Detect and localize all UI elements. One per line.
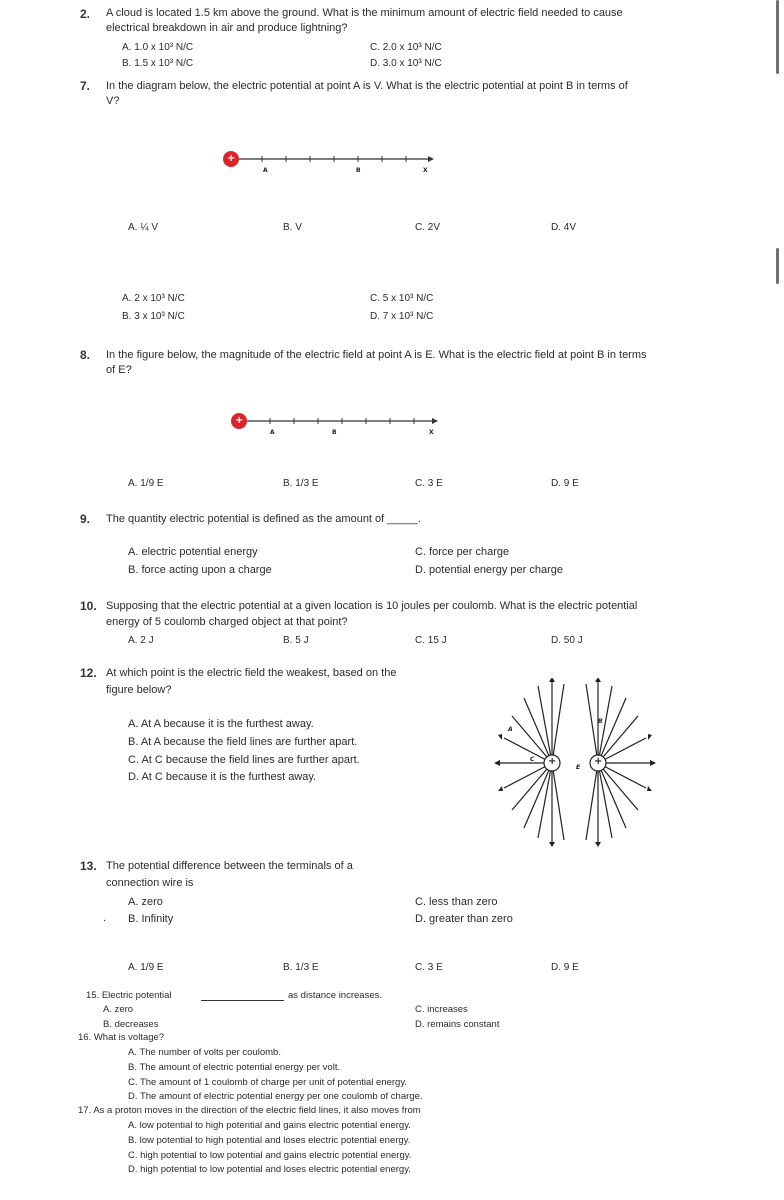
extra-row-option-a: A. 1/9 E [128, 962, 164, 973]
q16-text: 16. What is voltage? [78, 1032, 165, 1043]
q7-text-line1: In the diagram below, the electric potential at point A is V. What is the electric potential at point B in terms of [106, 80, 628, 92]
scrollbar-thumb[interactable] [776, 0, 779, 74]
q9-option-b: B. force acting upon a charge [128, 564, 272, 576]
q12-field-figure [490, 678, 660, 848]
q12-option-b: B. At A because the field lines are further apart. [128, 736, 358, 748]
q10-option-d: D. 50 J [551, 635, 583, 646]
extra-option-c: C. 5 x 10³ N/C [370, 293, 434, 304]
extra-row-option-d: D. 9 E [551, 962, 579, 973]
q10-number: 10. [80, 599, 97, 613]
q16-option-a: A. The number of volts per coulomb. [128, 1047, 281, 1058]
q8-point-b: B [332, 429, 337, 436]
extra-option-d: D. 7 x 10³ N/C [370, 311, 434, 322]
q8-point-a: A [270, 429, 275, 436]
q13-text-line1: The potential difference between the terminals of a [106, 860, 353, 872]
q12-point-e: E [576, 764, 581, 771]
q10-option-b: B. 5 J [283, 635, 309, 646]
q2-number: 2. [80, 7, 91, 21]
extra-row-option-b: B. 1/3 E [283, 962, 319, 973]
q8-option-b: B. 1/3 E [283, 478, 319, 489]
q17-option-b: B. low potential to high potential and loses electric potential energy. [128, 1135, 411, 1146]
q8-axis-line [228, 410, 448, 442]
q17-option-d: D. high potential to low potential and loses electric potential energy. [128, 1164, 411, 1175]
q15-blank [201, 1000, 284, 1001]
q17-text: 17. As a proton moves in the direction of the electric field lines, it also moves from [78, 1105, 421, 1116]
q7-option-d: D. 4V [551, 222, 577, 233]
q13-option-c: C. less than zero [415, 896, 498, 908]
q8-point-x: X [429, 429, 434, 436]
q17-option-c: C. high potential to low potential and gains electric potential energy. [128, 1150, 412, 1161]
q17-option-a: A. low potential to high potential and gains electric potential energy. [128, 1120, 411, 1131]
q12-option-c: C. At C because the field lines are further apart. [128, 754, 360, 766]
q15-option-a: A. zero [103, 1004, 134, 1015]
q2-option-d: D. 3.0 x 10³ N/C [370, 58, 442, 69]
q10-option-c: C. 15 J [415, 635, 447, 646]
q15-text-after: as distance increases. [288, 990, 382, 1001]
q12-option-d: D. At C because it is the furthest away. [128, 771, 317, 783]
q2-option-c: C. 2.0 x 10³ N/C [370, 42, 442, 53]
q8-charge-label: + [235, 415, 244, 426]
q12-point-c: C [530, 756, 535, 763]
q2-text-line2: electrical breakdown in air and produce lightning? [106, 22, 348, 34]
q10-text-line1: Supposing that the electric potential at a given location is 10 joules per coulomb. What is the electric potential [106, 600, 638, 612]
q13-number: 13. [80, 859, 97, 873]
q8-text-line2: of E? [106, 364, 132, 376]
q9-option-d: D. potential energy per charge [415, 564, 563, 576]
q9-number: 9. [80, 512, 91, 526]
q12-option-a: A. At A because it is the furthest away. [128, 718, 314, 730]
q9-option-a: A. electric potential energy [128, 546, 258, 558]
q13-option-b: B. Infinity [128, 913, 174, 925]
q8-text-line1: In the figure below, the magnitude of the electric field at point A is E. What is the electric field at point B in terms [106, 349, 647, 361]
q8-diagram [228, 410, 448, 442]
q16-option-b: B. The amount of electric potential energy per volt. [128, 1062, 341, 1073]
q7-option-c: C. 2V [415, 222, 441, 233]
q12-text-line2: figure below? [106, 684, 172, 696]
q12-left-charge-label: + [548, 756, 557, 767]
q16-option-c: C. The amount of 1 coulomb of charge per unit of potential energy. [128, 1077, 408, 1088]
q15-text: 15. Electric potential [86, 990, 172, 1001]
q7-option-b: B. V [283, 222, 302, 233]
q13-text-line2: connection wire is [106, 877, 194, 889]
q8-option-c: C. 3 E [415, 478, 443, 489]
q15-option-d: D. remains constant [415, 1019, 500, 1030]
q12-field-lines [490, 678, 660, 848]
q9-text: The quantity electric potential is defined as the amount of _____. [106, 513, 421, 525]
q7-charge-label: + [227, 153, 236, 164]
q12-text-line1: At which point is the electric field the weakest, based on the [106, 667, 397, 679]
q15-option-c: C. increases [415, 1004, 468, 1015]
q7-option-a: A. ¼ V [128, 222, 159, 233]
q2-text-line1: A cloud is located 1.5 km above the ground. What is the minimum amount of electric field needed to cause [106, 7, 623, 19]
q9-option-c: C. force per charge [415, 546, 510, 558]
q13-dot: . [103, 912, 107, 924]
q2-option-a: A. 1.0 x 10³ N/C [122, 42, 194, 53]
q8-option-a: A. 1/9 E [128, 478, 164, 489]
q12-number: 12. [80, 666, 97, 680]
q12-right-charge-label: + [594, 756, 603, 767]
extra-option-a: A. 2 x 10³ N/C [122, 293, 185, 304]
q13-option-a: A. zero [128, 896, 163, 908]
q15-option-b: B. decreases [103, 1019, 159, 1030]
q12-point-b: B [598, 718, 603, 725]
q7-text-line2: V? [106, 95, 120, 107]
q13-option-d: D. greater than zero [415, 913, 513, 925]
q7-axis-line [220, 148, 440, 180]
extra-option-b: B. 3 x 10³ N/C [122, 311, 185, 322]
q7-point-x: X [423, 167, 428, 174]
extra-row-option-c: C. 3 E [415, 962, 443, 973]
q8-number: 8. [80, 348, 91, 362]
q16-option-d: D. The amount of electric potential energy per one coulomb of charge. [128, 1091, 423, 1102]
q7-point-a: A [263, 167, 268, 174]
q7-point-b: B [356, 167, 361, 174]
q10-option-a: A. 2 J [128, 635, 154, 646]
q8-option-d: D. 9 E [551, 478, 579, 489]
scrollbar-marker[interactable] [776, 248, 779, 284]
q12-point-a: A [508, 726, 513, 733]
q7-diagram [220, 148, 440, 180]
q10-text-line2: energy of 5 coulomb charged object at that point? [106, 616, 348, 628]
q2-option-b: B. 1.5 x 10³ N/C [122, 58, 194, 69]
q7-number: 7. [80, 79, 91, 93]
